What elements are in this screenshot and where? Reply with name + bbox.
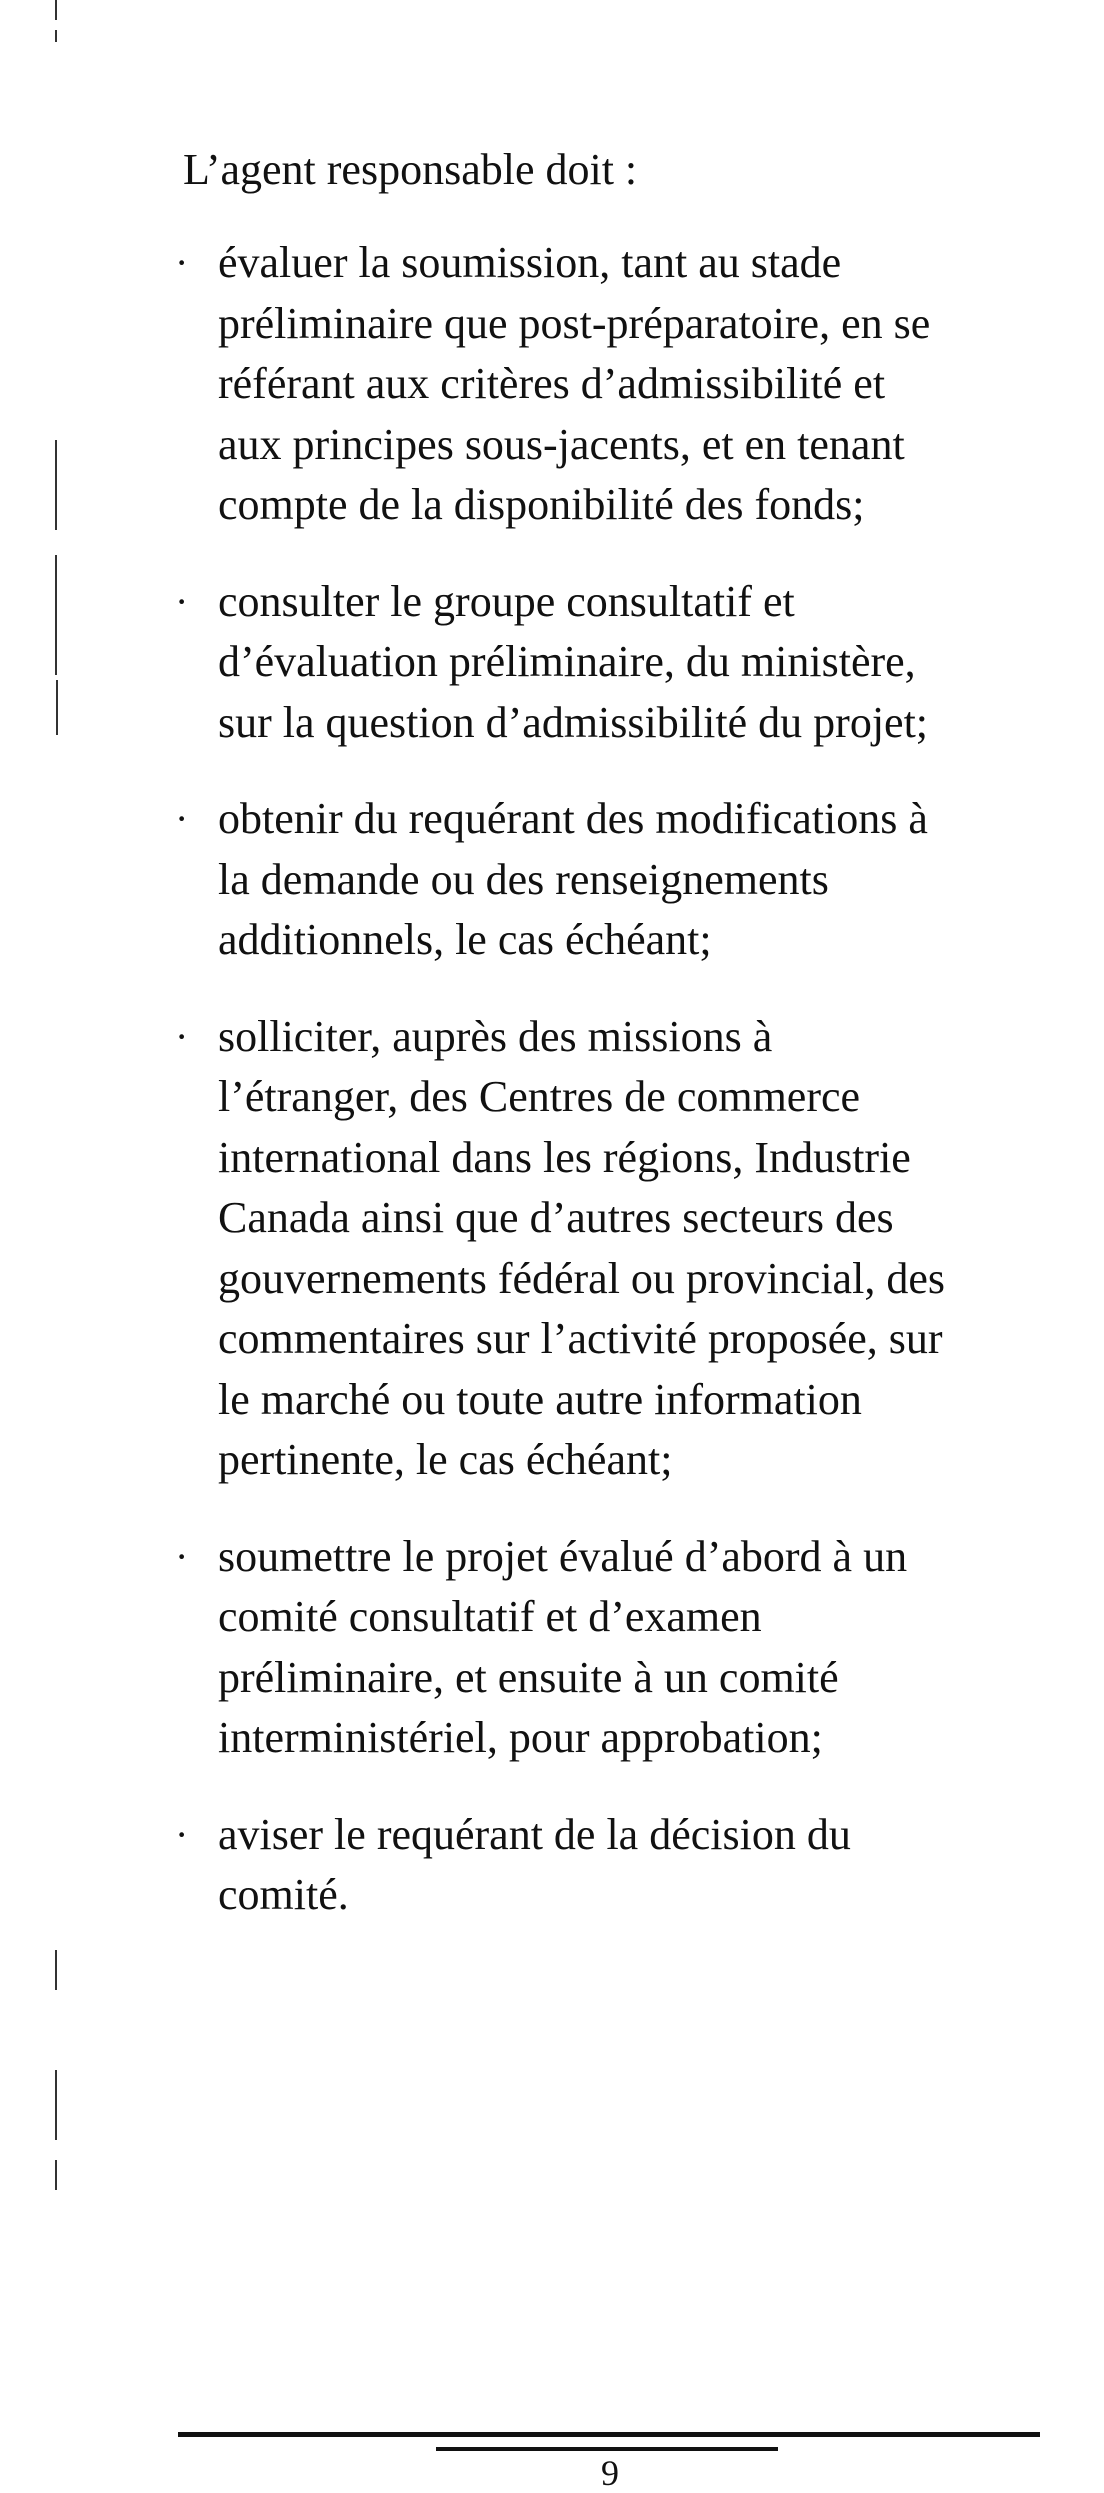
item-line: l’étranger, des Centres de commerce <box>218 1072 861 1121</box>
list-item <box>175 1527 1055 1769</box>
item-line: Canada ainsi que d’autres secteurs des <box>218 1193 894 1242</box>
bullet-icon: · <box>175 240 189 285</box>
list-item <box>175 572 1055 754</box>
bullet-icon: · <box>175 1013 189 1059</box>
item-line: additionnels, le cas échéant; <box>218 915 712 964</box>
item-line: préliminaire, et ensuite à un comité <box>218 1652 839 1702</box>
bullet-icon: · <box>175 1533 189 1579</box>
scan-artifact <box>55 555 57 675</box>
item-line: référant aux critères d’admissibilité et <box>218 359 886 408</box>
item-line: interministériel, pour approbation; <box>218 1713 823 1762</box>
list-item <box>175 1007 1055 1491</box>
scan-artifact <box>55 30 57 42</box>
item-line: aviser le requérant de la décision du <box>218 1809 851 1859</box>
item-line: pertinente, le cas échéant; <box>218 1435 673 1484</box>
scan-artifact <box>56 680 58 735</box>
scan-artifact <box>55 2160 57 2190</box>
item-line: consulter le groupe consultatif et <box>218 576 795 626</box>
item-line: préliminaire que post-préparatoire, en se <box>218 298 931 348</box>
item-line: solliciter, auprès des missions à <box>218 1011 773 1061</box>
scan-artifact <box>55 0 57 20</box>
item-line: la demande ou des renseignements <box>218 854 829 904</box>
item-line: d’évaluation préliminaire, du ministère, <box>218 637 916 686</box>
scan-artifact <box>55 1950 57 1990</box>
item-line: gouvernements fédéral ou provincial, des <box>218 1253 945 1303</box>
scan-artifact <box>55 2070 57 2140</box>
bullet-icon: · <box>175 796 189 841</box>
item-line: commentaires sur l’activité proposée, sur <box>218 1314 943 1363</box>
item-line: aux principes sous-jacents, et en tenant <box>218 419 905 469</box>
page-number: 9 <box>601 2453 619 2493</box>
responsibilities-list <box>175 233 1055 1962</box>
item-line: compte de la disponibilité des fonds; <box>218 480 865 529</box>
list-item <box>175 233 1055 536</box>
list-item <box>175 1805 1055 1926</box>
footer-divider <box>178 2432 1040 2437</box>
item-line: comité. <box>218 1870 349 1919</box>
item-line: évaluer la soumission, tant au stade <box>218 238 842 287</box>
bullet-icon: · <box>175 1811 189 1857</box>
footer-divider-short <box>436 2447 778 2451</box>
item-line: sur la question d’admissibilité du projet; <box>218 697 929 747</box>
scan-artifact <box>55 440 57 530</box>
item-line: soumettre le projet évalué d’abord à un <box>218 1531 908 1581</box>
item-line: le marché ou toute autre information <box>218 1374 862 1424</box>
intro-text: L’agent responsable doit : <box>183 145 638 194</box>
bullet-icon: · <box>175 578 189 624</box>
list-item <box>175 789 1055 971</box>
item-line: international dans les régions, Industrie <box>218 1132 911 1182</box>
item-line: obtenir du requérant des modifications à <box>218 794 928 843</box>
item-line: comité consultatif et d’examen <box>218 1592 762 1641</box>
